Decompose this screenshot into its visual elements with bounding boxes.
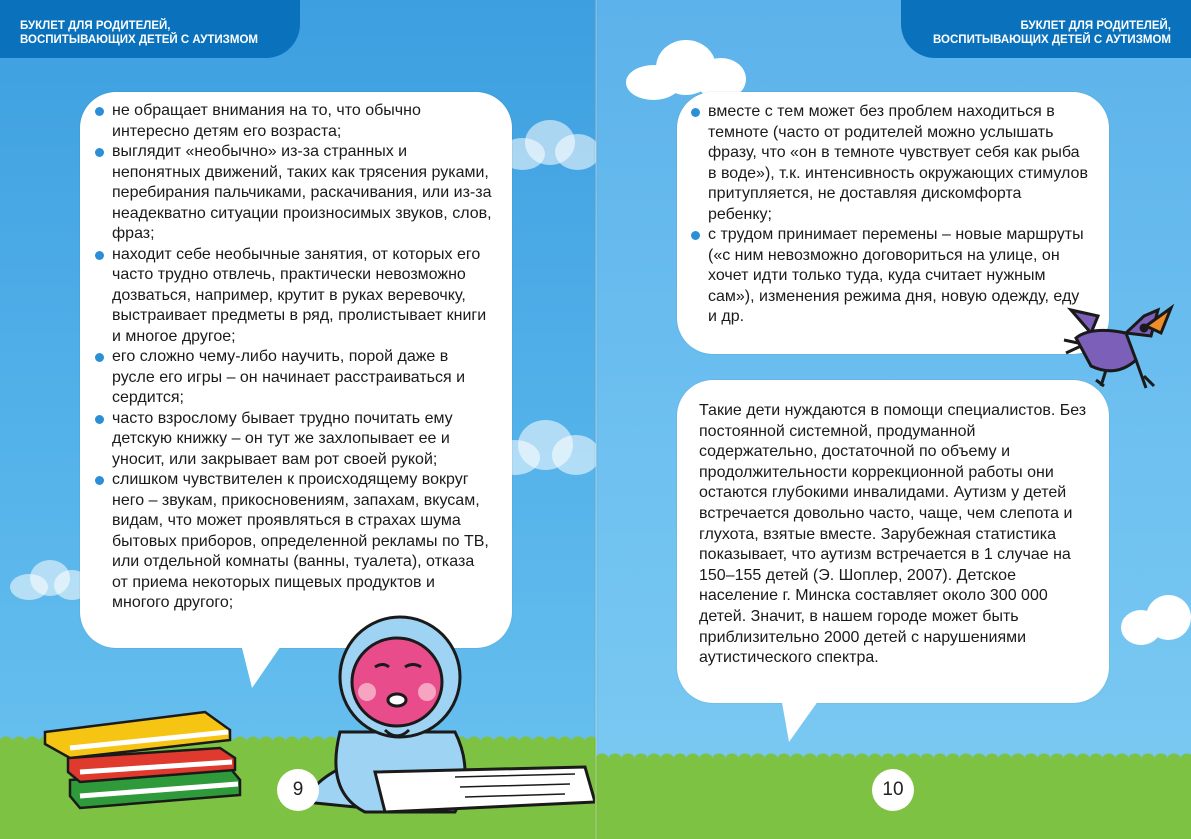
list-item: вместе с тем может без проблем находиться в темноте (часто от родителей можно услышать фразу, что «он в темноте чувствует себя как рыба в воде»), т.к. интенсивность окружающих стимулов притупляется, не доставляя дискомфорта ребенку; [691, 102, 1089, 225]
symptom-list-right [691, 102, 1089, 328]
header-line-2: ВОСПИТЫВАЮЩИХ ДЕТЕЙ С АУТИЗМОМ [20, 34, 258, 46]
header-line-1: БУКЛЕТ ДЛЯ РОДИТЕЛЕЙ, [1020, 20, 1171, 32]
bullet-icon [691, 108, 700, 117]
cloud-decoration [1121, 595, 1191, 645]
cloud-decoration [10, 560, 90, 600]
header-line-1: БУКЛЕТ ДЛЯ РОДИТЕЛЕЙ, [20, 20, 171, 32]
list-item: находит себе необычные занятия, от которых его часто трудно отвлечь, практически невозможно дозваться, например, крутит в руках веревочку, выстраивает предметы в ряд, пролистывает книги и многое другое; [95, 245, 494, 348]
books-illustration [40, 700, 250, 815]
bullet-icon [95, 476, 104, 485]
page-number: 9 [277, 769, 319, 811]
cloud-decoration [500, 120, 596, 170]
list-item: с трудом принимает перемены – новые маршруты («с ним невозможно договориться на улице, он хочет идти только туда, куда считает нужным сам»), изменения режима дня, новую одежду, еду и др. [691, 225, 1089, 328]
bullet-icon [95, 415, 104, 424]
info-paragraph: Такие дети нуждаются в помощи специалистов. Без постоянной системной, продуманной содержательно, достаточной по объему и продолжительности коррекционной работы они остаются глубокими инвалидами. Аутизм у детей встречается довольно часто, чаще, чем слепота и глухота, взятые вместе. Зарубежная статистика показывает, что аутизм встречается в 1 случае на 150–155 детей (Э. Шоплер, 2007). Детское население г. Минска составляет около 300 000 детей. Значит, в нашем городе может быть приблизительно 2000 детей с нарушениями аутистического спектра. [699, 402, 1087, 667]
bullet-icon [95, 107, 104, 116]
list-item: не обращает внимания на то, что обычно интересно детям его возраста; [95, 101, 494, 142]
reading-child-illustration [285, 612, 595, 822]
symptom-list-left [95, 101, 494, 614]
bullet-icon [95, 353, 104, 362]
list-item: выглядит «необычно» из-за странных и непонятных движений, таких как трясения руками, перебирания пальчиками, раскачивания, или из-за неадекватно ситуации произносимых звуков, слов, фраз; [95, 142, 494, 245]
speech-bubble-left [80, 92, 512, 648]
page-fold [594, 0, 598, 839]
bullet-icon [95, 148, 104, 157]
right-page [596, 0, 1191, 839]
list-item: его сложно чему-либо научить, порой даже в русле его игры – он начинает расстраиваться и сердится; [95, 347, 494, 409]
header-line-2: ВОСПИТЫВАЮЩИХ ДЕТЕЙ С АУТИЗМОМ [933, 34, 1171, 46]
bullet-icon [95, 251, 104, 260]
booklet-header [0, 0, 300, 58]
booklet-header [901, 0, 1191, 58]
bullet-icon [691, 231, 700, 240]
list-item: часто взрослому бывает трудно почитать ему детскую книжку – он тут же захлопывает ее и уносит, или закрывает вам рот своей рукой; [95, 409, 494, 471]
list-item: слишком чувствителен к происходящему вокруг него – звукам, прикосновениям, запахам, вкусам, видам, что может проявляться в страхах шума бытовых приборов, определенной рекламы по ТВ, или отдельной комнаты (ванны, туалета), отказа от приема некоторых пищевых продуктов и многого другого; [95, 470, 494, 614]
page-number: 10 [872, 769, 914, 811]
speech-bubble-tail [781, 697, 831, 745]
bird-illustration [1046, 298, 1191, 398]
speech-bubble-top [677, 92, 1109, 354]
speech-bubble-bottom [677, 380, 1109, 703]
speech-bubble-tail [240, 640, 290, 690]
cloud-decoration [626, 40, 746, 100]
